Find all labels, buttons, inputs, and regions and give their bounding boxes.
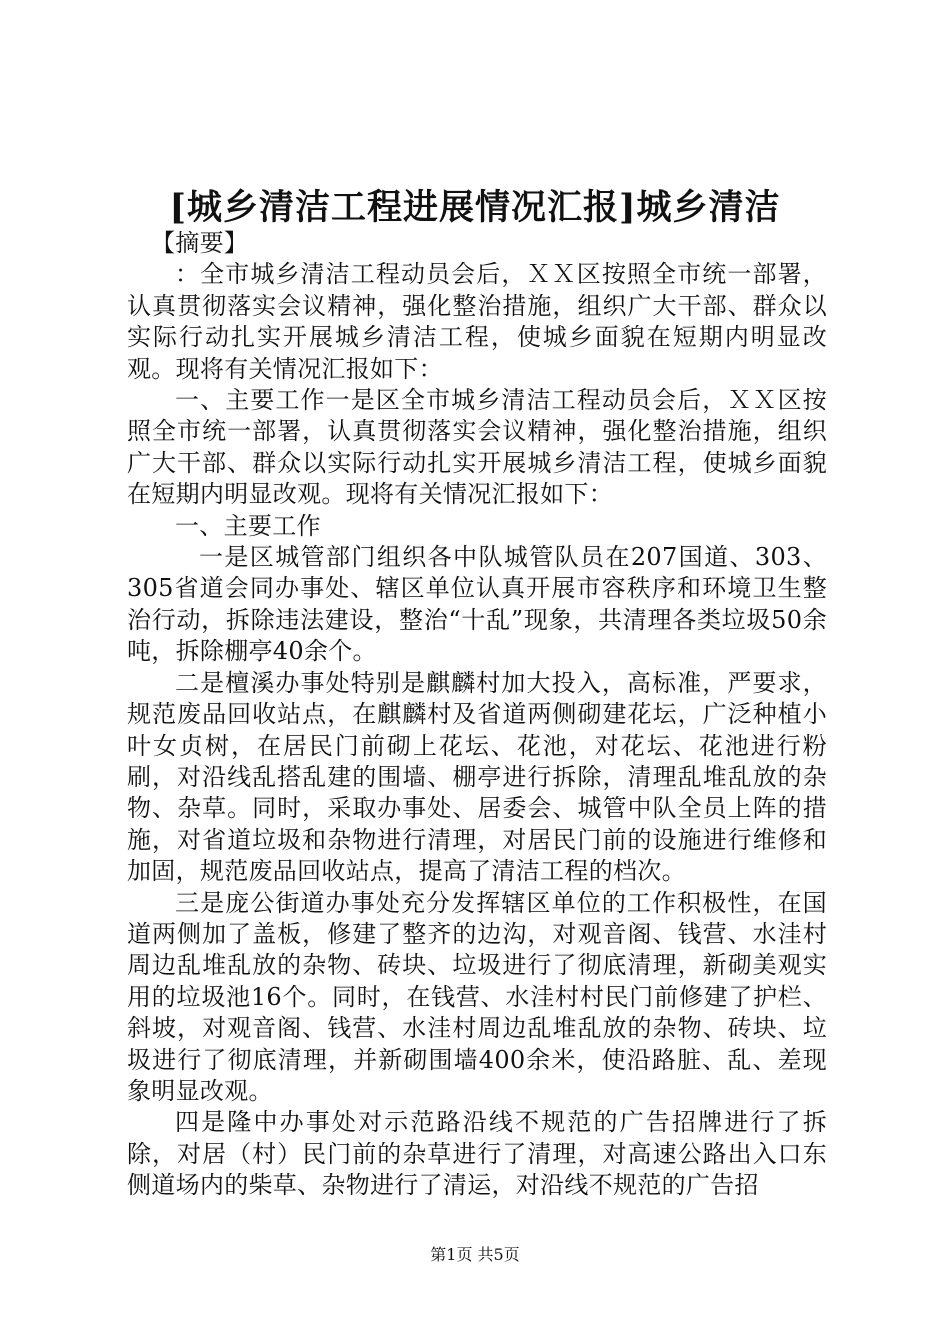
paragraph-item-one: 一是区城管部门组织各中队城管队员在207国道、303、305省道会同办事处、辖区单位认真开展市容秩序和环境卫生整治行动，拆除违法建设，整治“十乱”现象，共清理各类垃圾50余吨，拆除棚亭40余个。 — [127, 543, 827, 666]
document-body — [127, 228, 827, 1202]
paragraph-item-three: 三是庞公街道办事处充分发挥辖区单位的工作积极性，在国道两侧加了盖板，修建了整齐的边沟，对观音阁、钱营、水洼村周边乱堆乱放的杂物、砖块、垃圾进行了彻底清理，新砌美观实用的垃圾池16个。同时，在钱营、水洼村村民门前修建了护栏、斜坡，对观音阁、钱营、水洼村周边乱堆乱放的杂物、砖块、垃圾进行了彻底清理，并新砌围墙400余米，使沿路脏、乱、差现象明显改观。 — [127, 888, 827, 1105]
paragraph-intro: ：全市城乡清洁工程动员会后，ＸＸ区按照全市统一部署，认真贯彻落实会议精神，强化整治措施，组织广大干部、群众以实际行动扎实开展城乡清洁工程，使城乡面貌在短期内明显改观。现将有关情况汇报如下： — [127, 260, 827, 383]
document-title: [城乡清洁工程进展情况汇报]城乡清洁 — [169, 187, 781, 228]
abstract-heading: 【摘要】 — [151, 229, 249, 257]
paragraph-item-four: 四是隆中办事处对示范路沿线不规范的广告招牌进行了拆除，对居（村）民门前的杂草进行了清理，对高速公路出入口东侧道场内的柴草、杂物进行了清运，对沿线不规范的广告招 — [127, 1108, 827, 1200]
paragraph-item-two: 二是檀溪办事处特别是麒麟村加大投入，高标准，严要求，规范废品回收站点，在麒麟村及省道两侧砌建花坛，广泛种植小叶女贞树，在居民门前砌上花坛、花池，对花坛、花池进行粉刷，对沿线乱搭乱建的围墙、棚亭进行拆除，清理乱堆乱放的杂物、杂草。同时，采取办事处、居委会、城管中队全员上阵的措施，对省道垃圾和杂物进行清理，对居民门前的设施进行维修和加固，规范废品回收站点，提高了清洁工程的档次。 — [127, 668, 827, 886]
page-footer: 第1页 共5页 — [430, 1245, 520, 1264]
paragraph-summary: 一、主要工作一是区全市城乡清洁工程动员会后，ＸＸ区按照全市统一部署，认真贯彻落实会议精神，强化整治措施，组织广大干部、群众以实际行动扎实开展城乡清洁工程，使城乡面貌在短期内明显改观。现将有关情况汇报如下： — [127, 386, 827, 509]
section-heading-main-work: 一、主要工作 — [175, 511, 321, 540]
